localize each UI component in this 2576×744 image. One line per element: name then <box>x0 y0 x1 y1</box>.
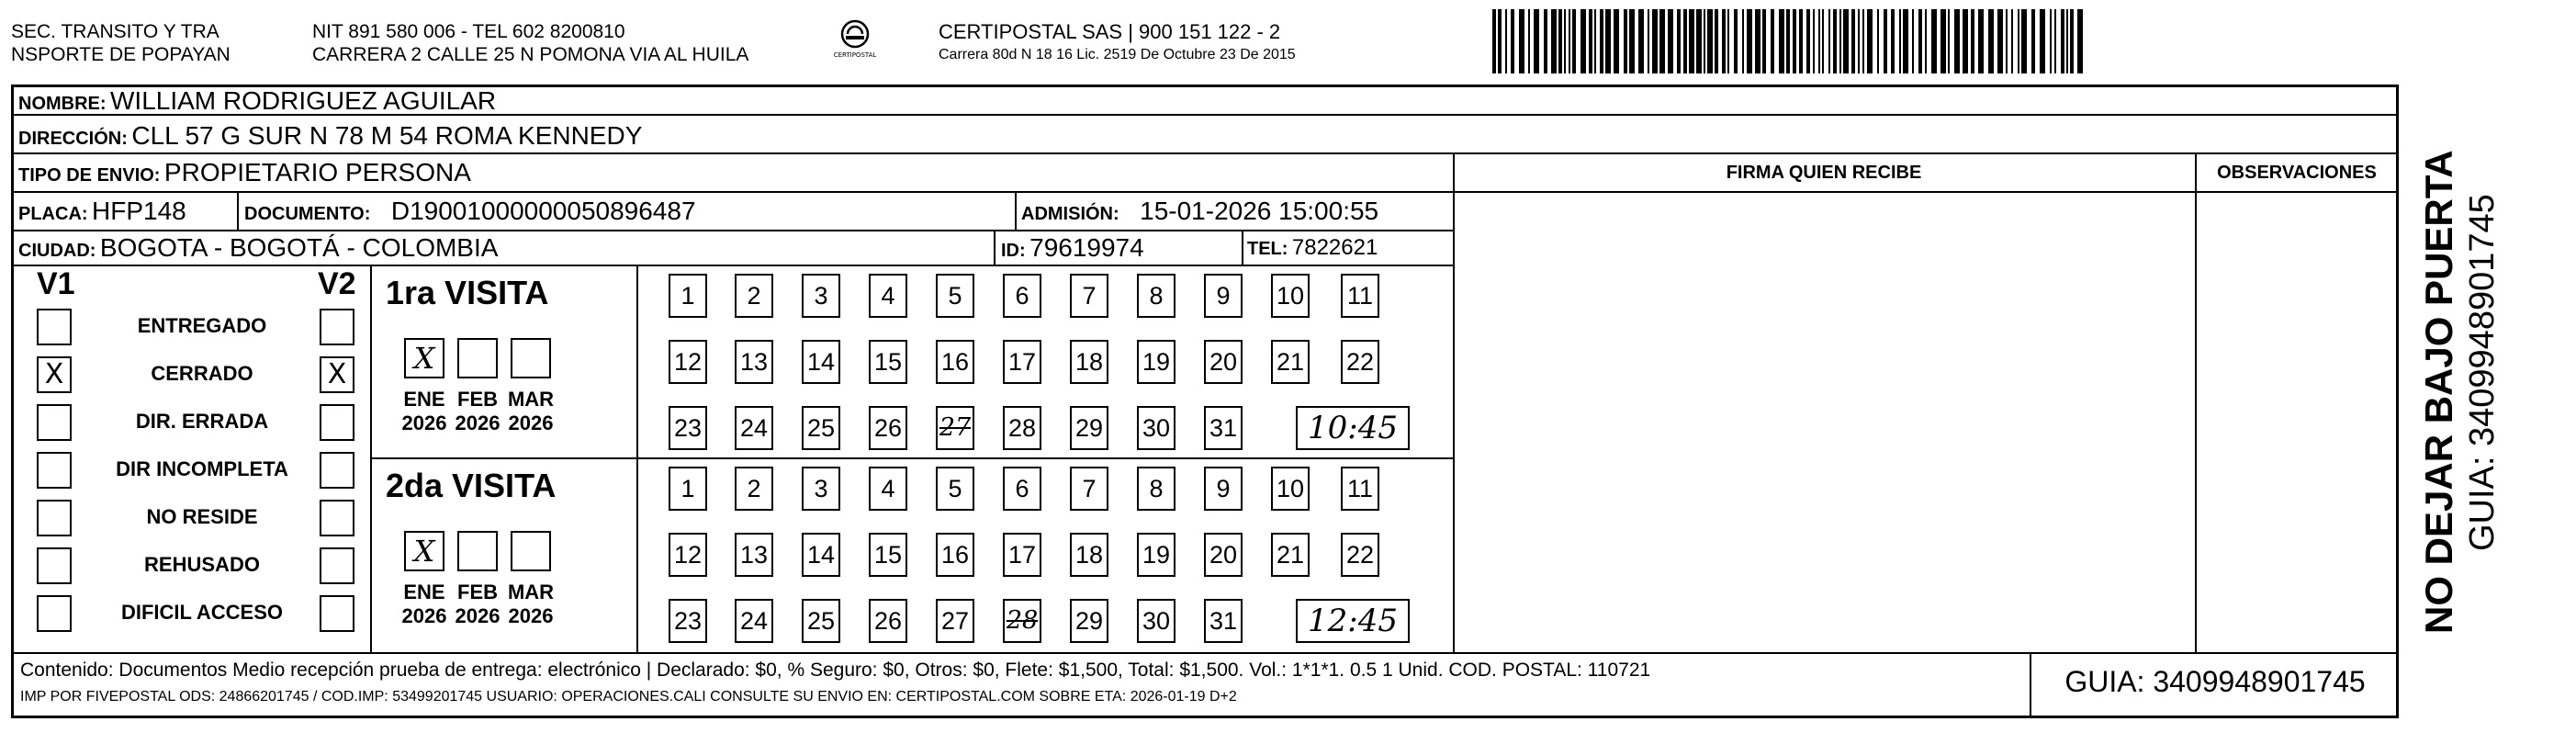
barcode-bar <box>1954 9 1960 73</box>
v2-checkbox[interactable] <box>320 404 354 441</box>
ciudad-label: CIUDAD: <box>18 241 96 261</box>
tipo-value: PROPIETARIO PERSONA <box>163 158 471 186</box>
barcode-bar <box>2066 9 2068 73</box>
barcode <box>1492 9 2085 73</box>
day-box[interactable]: 31 <box>1204 406 1243 450</box>
day-box[interactable]: 3 <box>802 467 840 511</box>
month-name: MAR <box>507 388 555 411</box>
company-info <box>939 20 1296 66</box>
day-box[interactable]: 7 <box>1070 274 1108 318</box>
barcode-bar <box>2054 9 2056 73</box>
barcode-bar <box>1843 9 1849 73</box>
day-box[interactable]: 11 <box>1341 467 1379 511</box>
barcode-bar <box>1799 9 1803 73</box>
visit-title: 2da VISITA <box>386 467 557 504</box>
barcode-bar <box>1715 9 1718 73</box>
barcode-bar <box>1891 9 1895 73</box>
day-box[interactable]: 30 <box>1137 406 1176 450</box>
barcode-bar <box>1572 9 1576 73</box>
barcode-bar <box>2061 9 2064 73</box>
v1-checkbox[interactable] <box>37 595 72 632</box>
day-box[interactable]: 24 <box>735 406 773 450</box>
barcode-bar <box>1589 9 1592 73</box>
divider <box>11 652 2399 654</box>
day-box[interactable]: 8 <box>1137 274 1176 318</box>
divider <box>1242 230 1243 265</box>
barcode-bar <box>1793 9 1796 73</box>
day-box[interactable]: 1 <box>669 274 707 318</box>
status-reason-label: REHUSADO <box>144 553 260 576</box>
barcode-bar <box>1903 9 1908 73</box>
nombre-row <box>18 85 496 122</box>
status-reason-label: NO RESIDE <box>146 505 258 528</box>
day-box[interactable]: 14 <box>802 533 840 577</box>
barcode-bar <box>1884 9 1887 73</box>
barcode-bar <box>1742 9 1744 73</box>
side-warning: NO DEJAR BAJO PUERTA <box>2417 150 2460 634</box>
barcode-bar <box>2031 9 2035 73</box>
day-box[interactable]: 6 <box>1003 467 1041 511</box>
v1-checkbox[interactable] <box>37 500 72 536</box>
barcode-bar <box>2018 9 2019 73</box>
day-box[interactable]: 26 <box>869 599 907 643</box>
address-line: CARRERA 2 CALLE 25 N POMONA VIA AL HUILA <box>312 44 749 65</box>
month-year: 2026 <box>455 604 501 627</box>
barcode-bar <box>1727 9 1729 73</box>
v2-checkbox[interactable] <box>320 452 354 489</box>
barcode-bar <box>1867 9 1873 73</box>
firma-label: FIRMA QUIEN RECIBE <box>1726 163 1922 183</box>
barcode-bar <box>1779 9 1784 73</box>
day-box[interactable]: 19 <box>1137 533 1176 577</box>
license-line: Carrera 80d N 18 16 Lic. 2519 De Octubre 23 De 2015 <box>939 47 1296 62</box>
barcode-bar <box>1963 9 1968 73</box>
barcode-bar <box>1988 9 1994 73</box>
barcode-bar <box>1704 9 1705 73</box>
month-name: ENE <box>403 388 445 411</box>
day-box[interactable]: 6 <box>1003 274 1041 318</box>
v2-checkbox[interactable] <box>320 595 354 632</box>
direccion-label: DIRECCIÓN: <box>18 129 128 149</box>
documento-row <box>244 195 696 232</box>
barcode-bar <box>1564 9 1566 73</box>
divider <box>994 230 996 265</box>
day-box[interactable]: 22 <box>1341 340 1379 384</box>
firma-header <box>1453 156 2195 191</box>
day-box[interactable]: 2 <box>735 467 773 511</box>
status-reason-label: CERRADO <box>151 362 253 385</box>
day-box[interactable]: 17 <box>1003 340 1041 384</box>
placa-value: HFP148 <box>92 197 186 225</box>
barcode-bar <box>1629 9 1635 73</box>
month-name: ENE <box>403 581 445 603</box>
company-line: CERTIPOSTAL SAS | 900 151 122 - 2 <box>939 20 1281 43</box>
day-box[interactable]: 7 <box>1070 467 1108 511</box>
status-reason-label: DIR INCOMPLETA <box>116 457 288 480</box>
barcode-bar <box>1594 9 1596 73</box>
barcode-bar <box>1786 9 1790 73</box>
certipostal-logo <box>834 18 876 62</box>
v2-checkbox[interactable] <box>320 547 354 584</box>
day-box[interactable]: 2 <box>735 274 773 318</box>
day-box[interactable]: 29 <box>1070 599 1108 643</box>
barcode-bar <box>1862 9 1864 73</box>
barcode-bar <box>1511 9 1514 73</box>
month-name: FEB <box>457 388 498 411</box>
barcode-bar <box>1605 9 1611 73</box>
day-box[interactable]: 24 <box>735 599 773 643</box>
barcode-bar <box>1558 9 1562 73</box>
barcode-bar <box>1707 9 1713 73</box>
barcode-bar <box>2011 9 2013 73</box>
documento-value: D19001000000050896487 <box>390 197 696 225</box>
month-checkbox[interactable] <box>511 531 551 571</box>
divider <box>1015 191 1017 230</box>
barcode-bar <box>1978 9 1984 73</box>
ciudad-value: BOGOTA - BOGOTÁ - COLOMBIA <box>99 233 499 262</box>
barcode-bar <box>2021 9 2027 73</box>
v1-checkbox[interactable] <box>37 452 72 489</box>
barcode-bar <box>1806 9 1810 73</box>
barcode-bar <box>1931 9 1937 73</box>
month-checkbox[interactable]: X <box>404 531 444 571</box>
barcode-bar <box>2077 9 2083 73</box>
day-box[interactable]: 29 <box>1070 406 1108 450</box>
day-box[interactable]: 12 <box>669 533 707 577</box>
barcode-bar <box>1648 9 1649 73</box>
day-box[interactable]: 13 <box>735 340 773 384</box>
day-box[interactable]: 1 <box>669 467 707 511</box>
day-box[interactable]: 9 <box>1204 467 1243 511</box>
barcode-bar <box>1734 9 1738 73</box>
barcode-bar <box>1818 9 1820 73</box>
barcode-bar <box>1668 9 1673 73</box>
day-box[interactable]: 30 <box>1137 599 1176 643</box>
barcode-bar <box>1551 9 1557 73</box>
visit-title: 1ra VISITA <box>386 274 549 311</box>
direccion-value: CLL 57 G SUR N 78 M 54 ROMA KENNEDY <box>131 121 643 150</box>
barcode-bar <box>1899 9 1901 73</box>
day-box[interactable]: 23 <box>669 599 707 643</box>
day-box[interactable]: 21 <box>1271 340 1310 384</box>
month-checkbox[interactable] <box>457 531 498 571</box>
tel-label: TEL: <box>1247 239 1288 259</box>
divider <box>1453 152 1455 652</box>
day-box[interactable]: 20 <box>1204 340 1243 384</box>
sender-contact <box>312 20 748 66</box>
barcode-bar <box>1528 9 1530 73</box>
v2-checkbox[interactable]: X <box>320 356 354 393</box>
barcode-bar <box>1580 9 1586 73</box>
month-name: FEB <box>457 581 498 603</box>
day-box[interactable]: 16 <box>936 340 974 384</box>
nit-line: NIT 891 580 006 - TEL 602 8200810 <box>312 21 625 42</box>
barcode-bar <box>1492 9 1496 73</box>
logo-icon <box>834 18 876 62</box>
barcode-bar <box>1534 9 1539 73</box>
barcode-bar <box>1498 9 1502 73</box>
tipo-label: TIPO DE ENVIO: <box>18 165 161 186</box>
barcode-bar <box>1948 9 1950 73</box>
day-box[interactable]: 28 <box>1003 599 1041 643</box>
month-name: MAR <box>507 581 555 603</box>
v1-label: V1 <box>37 266 75 301</box>
nombre-value: WILLIAM RODRIGUEZ AGUILAR <box>110 86 497 115</box>
barcode-bar <box>1858 9 1860 73</box>
barcode-bar <box>1659 9 1665 73</box>
day-box[interactable]: 18 <box>1070 533 1108 577</box>
ciudad-row <box>18 231 498 269</box>
side-guia: GUIA: 3409948901745 <box>2463 194 2502 551</box>
barcode-bar <box>1614 9 1619 73</box>
tipo-row <box>18 156 471 194</box>
barcode-bar <box>1813 9 1815 73</box>
id-value: 79619974 <box>1029 233 1144 262</box>
day-box[interactable]: 5 <box>936 274 974 318</box>
barcode-icon <box>1492 9 2085 73</box>
barcode-bar <box>1762 9 1766 73</box>
day-box[interactable]: 15 <box>869 533 907 577</box>
barcode-bar <box>1677 9 1681 73</box>
divider <box>636 265 638 652</box>
barcode-bar <box>1652 9 1658 73</box>
day-box[interactable]: 25 <box>802 599 840 643</box>
day-box[interactable]: 18 <box>1070 340 1108 384</box>
barcode-bar <box>2006 9 2008 73</box>
barcode-bar <box>1722 9 1726 73</box>
month-year: 2026 <box>455 411 501 434</box>
barcode-bar <box>1747 9 1752 73</box>
v1-checkbox[interactable]: X <box>37 356 72 393</box>
barcode-bar <box>1940 9 1946 73</box>
barcode-bar <box>1833 9 1837 73</box>
admision-value: 15-01-2026 15:00:55 <box>1140 197 1379 225</box>
month-checkbox[interactable] <box>457 338 498 378</box>
tel-value: 7822621 <box>1291 235 1378 260</box>
placa-label: PLACA: <box>18 204 88 224</box>
visit-time[interactable]: 12:45 <box>1296 599 1410 643</box>
barcode-bar <box>2070 9 2074 73</box>
barcode-bar <box>1877 9 1879 73</box>
barcode-bar <box>1505 9 1507 73</box>
day-box[interactable]: 8 <box>1137 467 1176 511</box>
status-reason-label: DIR. ERRADA <box>135 410 269 433</box>
id-label: ID: <box>1001 241 1026 261</box>
day-box[interactable]: 19 <box>1137 340 1176 384</box>
v1-checkbox[interactable] <box>37 309 72 345</box>
footer-contenido: Contenido: Documentos Medio recepción prueba de entrega: electrónico | Declarado: $0, % Seguro: $0, Otros: $0, Flete: $1,500, Total: $1,500. Vol.: 1*1*1. 0.5 1 Unid. COD. POSTAL: 110721 <box>20 659 1651 681</box>
day-box[interactable]: 13 <box>735 533 773 577</box>
day-box[interactable]: 25 <box>802 406 840 450</box>
day-box[interactable]: 10 <box>1271 467 1310 511</box>
day-box[interactable]: 31 <box>1204 599 1243 643</box>
month-checkbox[interactable]: X <box>404 338 444 378</box>
barcode-bar <box>1638 9 1644 73</box>
status-reason-label: DIFICIL ACCESO <box>120 601 283 624</box>
day-box[interactable]: 12 <box>669 340 707 384</box>
documento-label: DOCUMENTO: <box>244 204 371 224</box>
barcode-bar <box>1689 9 1694 73</box>
observaciones-label: OBSERVACIONES <box>2217 163 2377 183</box>
barcode-bar <box>1600 9 1603 73</box>
day-box[interactable]: 15 <box>869 340 907 384</box>
day-box[interactable]: 5 <box>936 467 974 511</box>
day-box[interactable]: 4 <box>869 467 907 511</box>
nombre-label: NOMBRE: <box>18 94 107 114</box>
day-box[interactable]: 17 <box>1003 533 1041 577</box>
barcode-bar <box>1828 9 1830 73</box>
day-box[interactable]: 23 <box>669 406 707 450</box>
v2-checkbox[interactable] <box>320 500 354 536</box>
month-checkbox[interactable] <box>511 338 551 378</box>
month-year: 2026 <box>401 411 447 434</box>
day-box[interactable]: 27 <box>936 599 974 643</box>
barcode-bar <box>1925 9 1927 73</box>
direccion-row <box>18 119 642 157</box>
day-box[interactable]: 22 <box>1341 533 1379 577</box>
barcode-bar <box>1918 9 1922 73</box>
barcode-bar <box>1624 9 1627 73</box>
divider <box>237 191 239 230</box>
barcode-bar <box>1771 9 1774 73</box>
day-box[interactable]: 28 <box>1003 406 1041 450</box>
day-box[interactable]: 4 <box>869 274 907 318</box>
month-year: 2026 <box>508 411 554 434</box>
sender-name <box>11 20 231 66</box>
sender-line-2: NSPORTE DE POPAYAN <box>11 44 231 65</box>
v2-label: V2 <box>318 266 356 301</box>
sender-line-1: SEC. TRANSITO Y TRA <box>11 21 219 42</box>
barcode-bar <box>1755 9 1760 73</box>
id-row <box>1001 231 1144 269</box>
day-box[interactable]: 16 <box>936 533 974 577</box>
v2-checkbox[interactable] <box>320 309 354 345</box>
placa-row <box>18 195 186 232</box>
barcode-bar <box>1997 9 2003 73</box>
barcode-bar <box>1912 9 1914 73</box>
barcode-bar <box>1544 9 1547 73</box>
day-box[interactable]: 26 <box>869 406 907 450</box>
v1-checkbox[interactable] <box>37 404 72 441</box>
observaciones-header <box>2195 156 2399 191</box>
visit-time[interactable]: 10:45 <box>1296 406 1410 450</box>
svg-text:CERTIPOSTAL: CERTIPOSTAL <box>834 51 876 59</box>
barcode-bar <box>1839 9 1841 73</box>
month-year: 2026 <box>508 604 554 627</box>
barcode-bar <box>1851 9 1855 73</box>
divider <box>2195 152 2197 652</box>
day-box[interactable]: 20 <box>1204 533 1243 577</box>
barcode-bar <box>1569 9 1570 73</box>
barcode-bar <box>1822 9 1824 73</box>
barcode-bar <box>2040 9 2045 73</box>
v1-checkbox[interactable] <box>37 547 72 584</box>
day-box[interactable]: 11 <box>1341 274 1379 318</box>
tel-row <box>1247 231 1378 267</box>
footer-guia: GUIA: 3409948901745 <box>2064 665 2366 698</box>
day-box[interactable]: 3 <box>802 274 840 318</box>
day-box[interactable]: 21 <box>1271 533 1310 577</box>
day-box[interactable]: 27 <box>936 406 974 450</box>
admision-row <box>1021 195 1378 232</box>
day-box[interactable]: 10 <box>1271 274 1310 318</box>
barcode-bar <box>1696 9 1702 73</box>
divider <box>370 265 372 652</box>
admision-label: ADMISIÓN: <box>1021 204 1119 224</box>
barcode-bar <box>2050 9 2052 73</box>
barcode-bar <box>1519 9 1524 73</box>
day-box[interactable]: 9 <box>1204 274 1243 318</box>
status-reason-label: ENTREGADO <box>137 314 267 337</box>
barcode-bar <box>1683 9 1687 73</box>
footer-imp: IMP POR FIVEPOSTAL ODS: 24866201745 / COD.IMP: 53499201745 USUARIO: OPERACIONES.CALI CONSULTE SU ENVIO EN: CERTIPOSTAL.COM SOBRE ETA: 2026-01-19 D+2 <box>20 689 1237 705</box>
day-box[interactable]: 14 <box>802 340 840 384</box>
divider <box>370 457 1453 459</box>
barcode-bar <box>1971 9 1974 73</box>
month-year: 2026 <box>401 604 447 627</box>
